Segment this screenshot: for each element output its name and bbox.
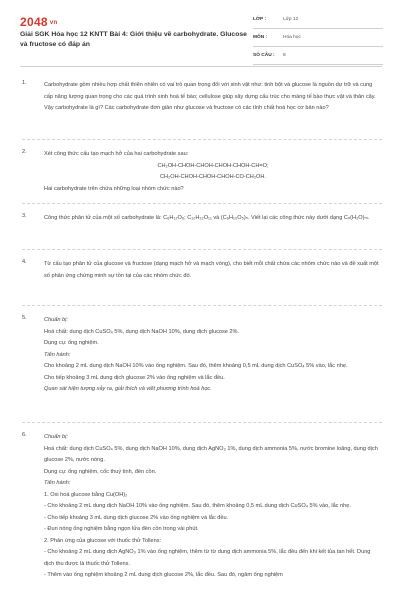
text-line: - Cho khoảng 2 mL dung dịch AgNO₃ 1% vào ống nghiệm, thêm từ từ dung dịch ammonia 5%, lắc đều đến khi kết tủa tan hết. Dung dịch thu được là thuốc thử Tollens. — [44, 549, 371, 567]
question-divider — [22, 249, 382, 250]
question-number: 5. — [22, 315, 27, 321]
question-text: Công thức phân tử của một số carbohydrate là: C₆H₁₂O₆; C₁₂H₂₂O₁₁ và (C₆H₁₀O₅)ₙ. Viết lại các công thức này dưới dạng Cₙ(H₂O)ₘ. — [44, 215, 370, 221]
section-heading: Chuẩn bị: — [44, 317, 68, 323]
question-prompt: Hai carbohydrate trên chứa những loại nhóm chức nào? — [44, 185, 184, 192]
document-title: Giải SGK Hóa học 12 KNTT Bài 4: Giới thiệu về carbohydrate. Glucose và fructose có đáp án — [20, 31, 247, 48]
text-line: Cho khoảng 2 mL dung dịch NaOH 10% vào ống nghiệm. Sau đó, thêm khoảng 0,5 mL dung dịch CuSO₄ 5% vào, lắc nhẹ. — [44, 363, 348, 369]
text-line: Dụng cụ: ống nghiệm. — [44, 340, 99, 346]
text-line: Cho tiếp khoảng 3 mL dung dịch glucose 2% vào ống nghiệm và lắc đều. — [44, 374, 225, 381]
question-divider — [22, 422, 382, 423]
text-line: - Đun nóng ống nghiệm bằng ngọn lửa đèn cồn trong vài phút. — [44, 526, 199, 532]
meta-label: MÔN : — [253, 35, 268, 40]
header-divider — [20, 66, 382, 67]
question-number: 2. — [22, 149, 27, 155]
question-number: 4. — [22, 259, 27, 265]
text-line: - Thêm vào ống nghiệm khoảng 2 mL dung dịch glucose 2%, lắc đều. Sau đó, ngâm ống nghiệm — [44, 572, 283, 578]
meta-label: LỚP : — [253, 17, 267, 22]
text-line: 2. Phản ứng của glucose với thuốc thử Tollens: — [44, 537, 162, 544]
question-number: 3. — [22, 213, 27, 219]
meta-row-count — [253, 50, 383, 65]
question-intro: Xét công thức cấu tạo mạch hở của hai carbohydrate sau: — [44, 151, 189, 157]
question-text — [44, 315, 382, 396]
text-line: - Cho khoảng 2 mL dung dịch NaOH 10% vào ống nghiệm. Sau đó, thêm khoảng 0,5 mL dung dịch CuSO₄ 5% vào, lắc nhẹ. — [44, 503, 351, 509]
meta-row-class — [253, 14, 383, 29]
meta-value: 8 — [283, 53, 286, 58]
text-line: Hoá chất: dung dịch CuSO₄ 5%, dung dịch NaOH 10%, dung dịch AgNO₃ 1%, dung dịch ammonia 5%, nước bromine loãng, dung dịch glucose 2%, nước nóng. — [44, 445, 378, 463]
meta-label: SỐ CÂU : — [253, 53, 275, 58]
question-text — [44, 149, 382, 195]
text-line: 1. Oxi hoá glucose bằng Cu(OH)₂ — [44, 491, 128, 498]
question-divider — [22, 203, 382, 204]
section-heading: Chuẩn bị: — [44, 434, 68, 440]
question-text: Từ cấu tạo phân tử của glucose và fructose (dạng mạch hở và mạch vòng), cho biết mỗi chất chứa các nhóm chức nào và đề xuất một số phản ứng chứng minh sự tồn tại của các nhóm chức đó. — [44, 261, 379, 279]
meta-box — [253, 14, 383, 68]
meta-value: Hóa học — [283, 35, 301, 40]
formula-line: CH₂OH-CHOH-CHOH-CHOH-CO-CH₂OH. — [160, 174, 266, 180]
formula-line: CH₂OH-CHOH-CHOH-CHOH-CHOH-CH=O; — [157, 162, 269, 169]
question-text — [44, 432, 382, 582]
page-header — [0, 0, 400, 64]
section-heading: Tiến hành: — [44, 351, 71, 358]
text-line: - Cho tiếp khoảng 3 mL dung dịch glucose 2% vào ống nghiệm và lắc đều. — [44, 514, 229, 521]
question-number: 1. — [22, 80, 27, 86]
text-line: Hoá chất: dung dịch CuSO₄ 5%, dung dịch NaOH 10%, dung dịch glucose 2%. — [44, 328, 240, 335]
question-divider — [22, 139, 382, 140]
meta-row-subject — [253, 32, 383, 47]
section-heading: Tiến hành: — [44, 480, 71, 486]
instruction-line: Quan sát hiện tượng xảy ra, giải thích và viết phương trình hoá học. — [44, 386, 212, 392]
text-line: Dụng cụ: ống nghiệm, cốc thuỷ tinh, đèn cồn. — [44, 468, 157, 475]
question-text: Carbohydrate gồm nhiều hợp chất thiên nhiên có vai trò quan trọng đối với sinh vật như: tinh bột và glucose là nguồn dự trữ và cung cấp năng lượng quan trọng cho các quá trình sinh hoá tế bào; cellulose giúp xây dựng cấu trúc cho màng tế bào thực vật và thân cây. Vậy carbohydrate là gì? Các carbohydrate đơn giản như glucose và fructose có các tính chất hoá học cơ bản nào? — [44, 82, 376, 111]
question-divider — [22, 305, 382, 306]
question-number: 6. — [22, 432, 27, 438]
meta-value: Lớp 12 — [283, 17, 299, 22]
site-logo[interactable]: 2048 vn — [20, 15, 58, 29]
